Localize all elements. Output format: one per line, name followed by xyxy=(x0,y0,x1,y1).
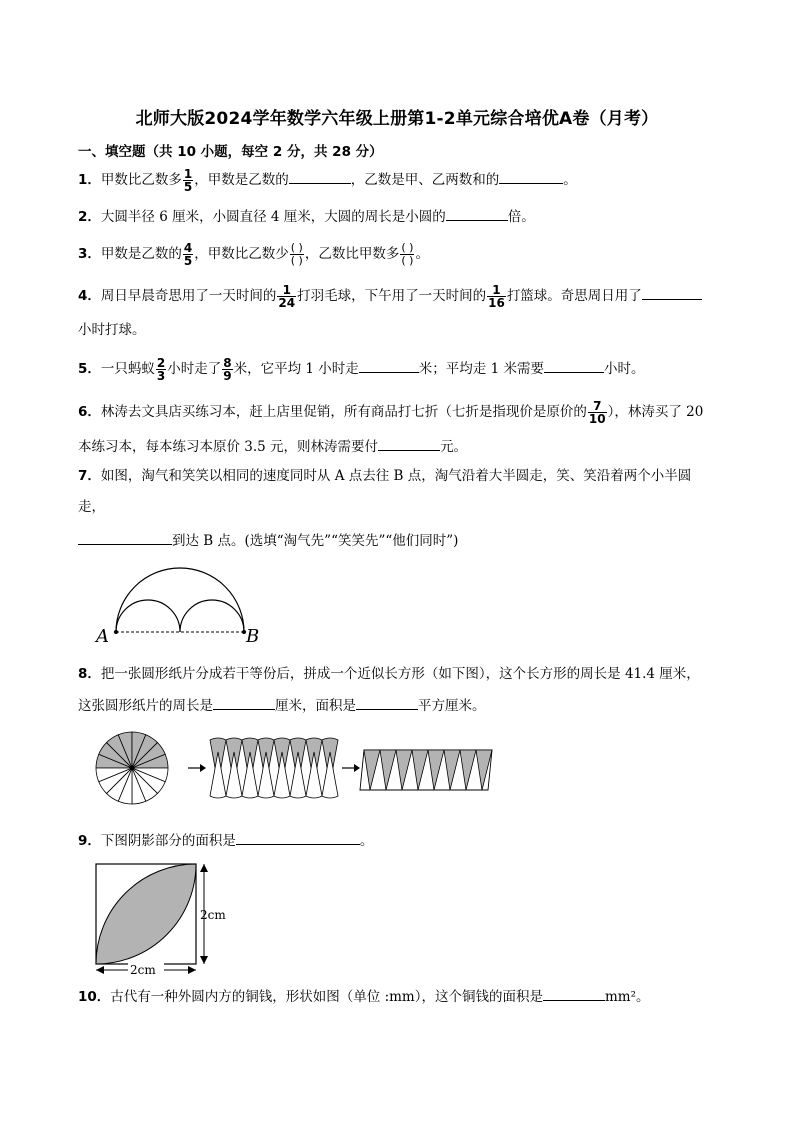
question-text: ，乙数比甲数多 xyxy=(304,246,400,262)
answer-blank[interactable] xyxy=(642,285,702,300)
question-5 xyxy=(78,357,644,382)
question-4 xyxy=(78,284,702,309)
fraction: $\frac{1}{24}$ xyxy=(278,283,296,310)
answer-blank[interactable] xyxy=(289,169,351,184)
question-2 xyxy=(78,206,535,227)
question-9 xyxy=(78,830,373,851)
fraction: $\frac{4}{5}$ xyxy=(183,241,193,268)
question-text: 大圆半径 6 厘米，小圆直径 4 厘米，大圆的周长是小圆的 xyxy=(100,209,446,225)
answer-blank[interactable] xyxy=(446,206,508,221)
dimension-label-vertical: 2cm xyxy=(200,908,226,922)
question-text: 林涛去文具店买练习本，赶上店里促销，所有商品打七折（七折是指现价是原价的 xyxy=(100,404,587,420)
arrow-right-icon xyxy=(188,764,206,772)
sector-up xyxy=(306,752,322,798)
question-text: 到达 B 点。(选填“淘气先”“笑笑先”“他们同时”) xyxy=(172,533,459,549)
arrowhead xyxy=(200,956,208,964)
question-text: ，甲数比乙数少 xyxy=(194,246,289,262)
semicircle-figure xyxy=(92,560,272,650)
section-heading: 一、填空题（共 10 小题，每空 2 分，共 28 分） xyxy=(78,144,383,160)
answer-blank[interactable] xyxy=(543,986,605,1001)
sector-up xyxy=(290,752,306,798)
question-number: 4． xyxy=(78,288,101,304)
label-b: B xyxy=(246,626,260,647)
question-text: 。 xyxy=(359,833,374,849)
question-text: 如图，淘气和笑笑以相同的速度同时从 A 点去往 B 点，淘气沿着大半圆走，笑、笑沿着两个小半圆 xyxy=(100,468,692,484)
question-text: ），林涛买了 20 xyxy=(607,404,704,420)
question-text: ，乙数是甲、乙两数和的 xyxy=(350,172,500,188)
question-text: 甲数是乙数的 xyxy=(100,246,182,262)
question-text: 小时。 xyxy=(603,361,645,377)
label-a: A xyxy=(96,626,109,647)
question-text: 倍。 xyxy=(507,209,535,225)
arrowhead xyxy=(96,966,104,974)
fraction: $\frac{7}{10}$ xyxy=(588,399,606,426)
sector-circle xyxy=(96,732,168,804)
answer-blank[interactable] xyxy=(378,436,440,451)
sector-up xyxy=(242,752,258,798)
sector-up xyxy=(274,752,290,798)
question-8 xyxy=(78,664,700,684)
arrowhead xyxy=(200,864,208,872)
question-text: 这张圆形纸片的周长是 xyxy=(78,698,213,714)
question-text: 小时走了 xyxy=(167,361,222,377)
question-text: 。 xyxy=(563,172,577,188)
question-number: 9． xyxy=(78,833,101,849)
question-1 xyxy=(78,168,577,193)
question-text: 。 xyxy=(415,246,429,262)
question-number: 10． xyxy=(78,989,111,1005)
question-4-line2: 小时打球。 xyxy=(78,322,146,338)
question-6-line2 xyxy=(78,436,467,457)
question-text: 米；平均走 1 米需要 xyxy=(418,361,544,377)
interleaved-sectors-rectangle xyxy=(210,738,338,798)
question-text: 打篮球。奇思周日用了 xyxy=(506,288,642,304)
circle-to-rectangle-figure xyxy=(92,728,502,808)
question-text: 古代有一种外圆内方的铜钱，形状如图（单位 :mm），这个铜钱的面积是 xyxy=(110,989,543,1005)
sector-up xyxy=(226,752,242,798)
question-10 xyxy=(78,986,650,1007)
point-a xyxy=(114,630,118,634)
answer-blank[interactable] xyxy=(356,695,418,710)
arrow-right-icon xyxy=(342,764,360,772)
answer-blank[interactable] xyxy=(236,830,360,845)
question-text: 周日早晨奇思用了一天时间的 xyxy=(100,288,277,304)
page-title: 北师大版2024学年数学六年级上册第1-2单元综合培优A卷（月考） xyxy=(135,109,659,129)
question-number: 6． xyxy=(78,404,101,420)
question-number: 7． xyxy=(78,468,101,484)
question-text: 打羽毛球，下午用了一天时间的 xyxy=(297,288,487,304)
answer-fraction-blank[interactable]: $\frac{( )}{( )}$ xyxy=(290,241,303,267)
small-semicircle-right xyxy=(180,600,244,632)
question-text: mm²。 xyxy=(605,989,650,1005)
question-text: 一只蚂蚁 xyxy=(100,361,155,377)
question-text: 厘米，面积是 xyxy=(275,698,356,714)
large-semicircle xyxy=(116,568,244,632)
fraction: $\frac{8}{9}$ xyxy=(223,356,232,383)
approximate-rectangle xyxy=(360,750,492,790)
shaded-region xyxy=(96,864,196,964)
answer-blank[interactable] xyxy=(544,358,604,373)
question-text: 平方厘米。 xyxy=(418,698,486,714)
question-number: 1． xyxy=(78,172,101,188)
question-number: 5． xyxy=(78,361,101,377)
question-text: 米，它平均 1 小时走 xyxy=(233,361,359,377)
fraction: $\frac{1}{5}$ xyxy=(183,167,193,194)
answer-fraction-blank[interactable]: $\frac{( )}{( )}$ xyxy=(401,241,414,267)
sector-up xyxy=(322,752,338,798)
sector-up xyxy=(258,752,274,798)
question-7-line3 xyxy=(78,530,458,551)
arrowhead xyxy=(188,966,196,974)
answer-blank[interactable] xyxy=(213,695,275,710)
question-8-line2 xyxy=(78,695,486,716)
answer-blank[interactable] xyxy=(78,530,172,545)
answer-blank[interactable] xyxy=(499,169,563,184)
small-semicircle-left xyxy=(116,600,180,632)
sector-up xyxy=(210,752,226,798)
question-number: 2． xyxy=(78,209,101,225)
question-number: 8． xyxy=(78,666,101,682)
answer-blank[interactable] xyxy=(359,358,419,373)
dimension-label-horizontal: 2cm xyxy=(130,963,156,977)
question-7-line2: 走， xyxy=(78,499,105,515)
fraction: $\frac{2}{3}$ xyxy=(156,356,166,383)
question-6 xyxy=(78,400,703,425)
question-text: 甲数比乙数多 xyxy=(100,172,182,188)
question-3 xyxy=(78,242,429,267)
question-text: ，甲数是乙数的 xyxy=(194,172,289,188)
shaded-leaf-figure xyxy=(90,858,240,980)
question-7 xyxy=(78,466,691,486)
question-text: 把一张圆形纸片分成若干等份后，拼成一个近似长方形（如下图），这个长方形的周长是 41.4 厘米， xyxy=(100,666,700,682)
question-text: 本练习本，每本练习本原价 3.5 元，则林涛需要付 xyxy=(78,439,379,455)
question-number: 3． xyxy=(78,246,101,262)
fraction: $\frac{1}{16}$ xyxy=(488,283,505,310)
question-text: 下图阴影部分的面积是 xyxy=(100,833,236,849)
question-text: 元。 xyxy=(440,439,468,455)
